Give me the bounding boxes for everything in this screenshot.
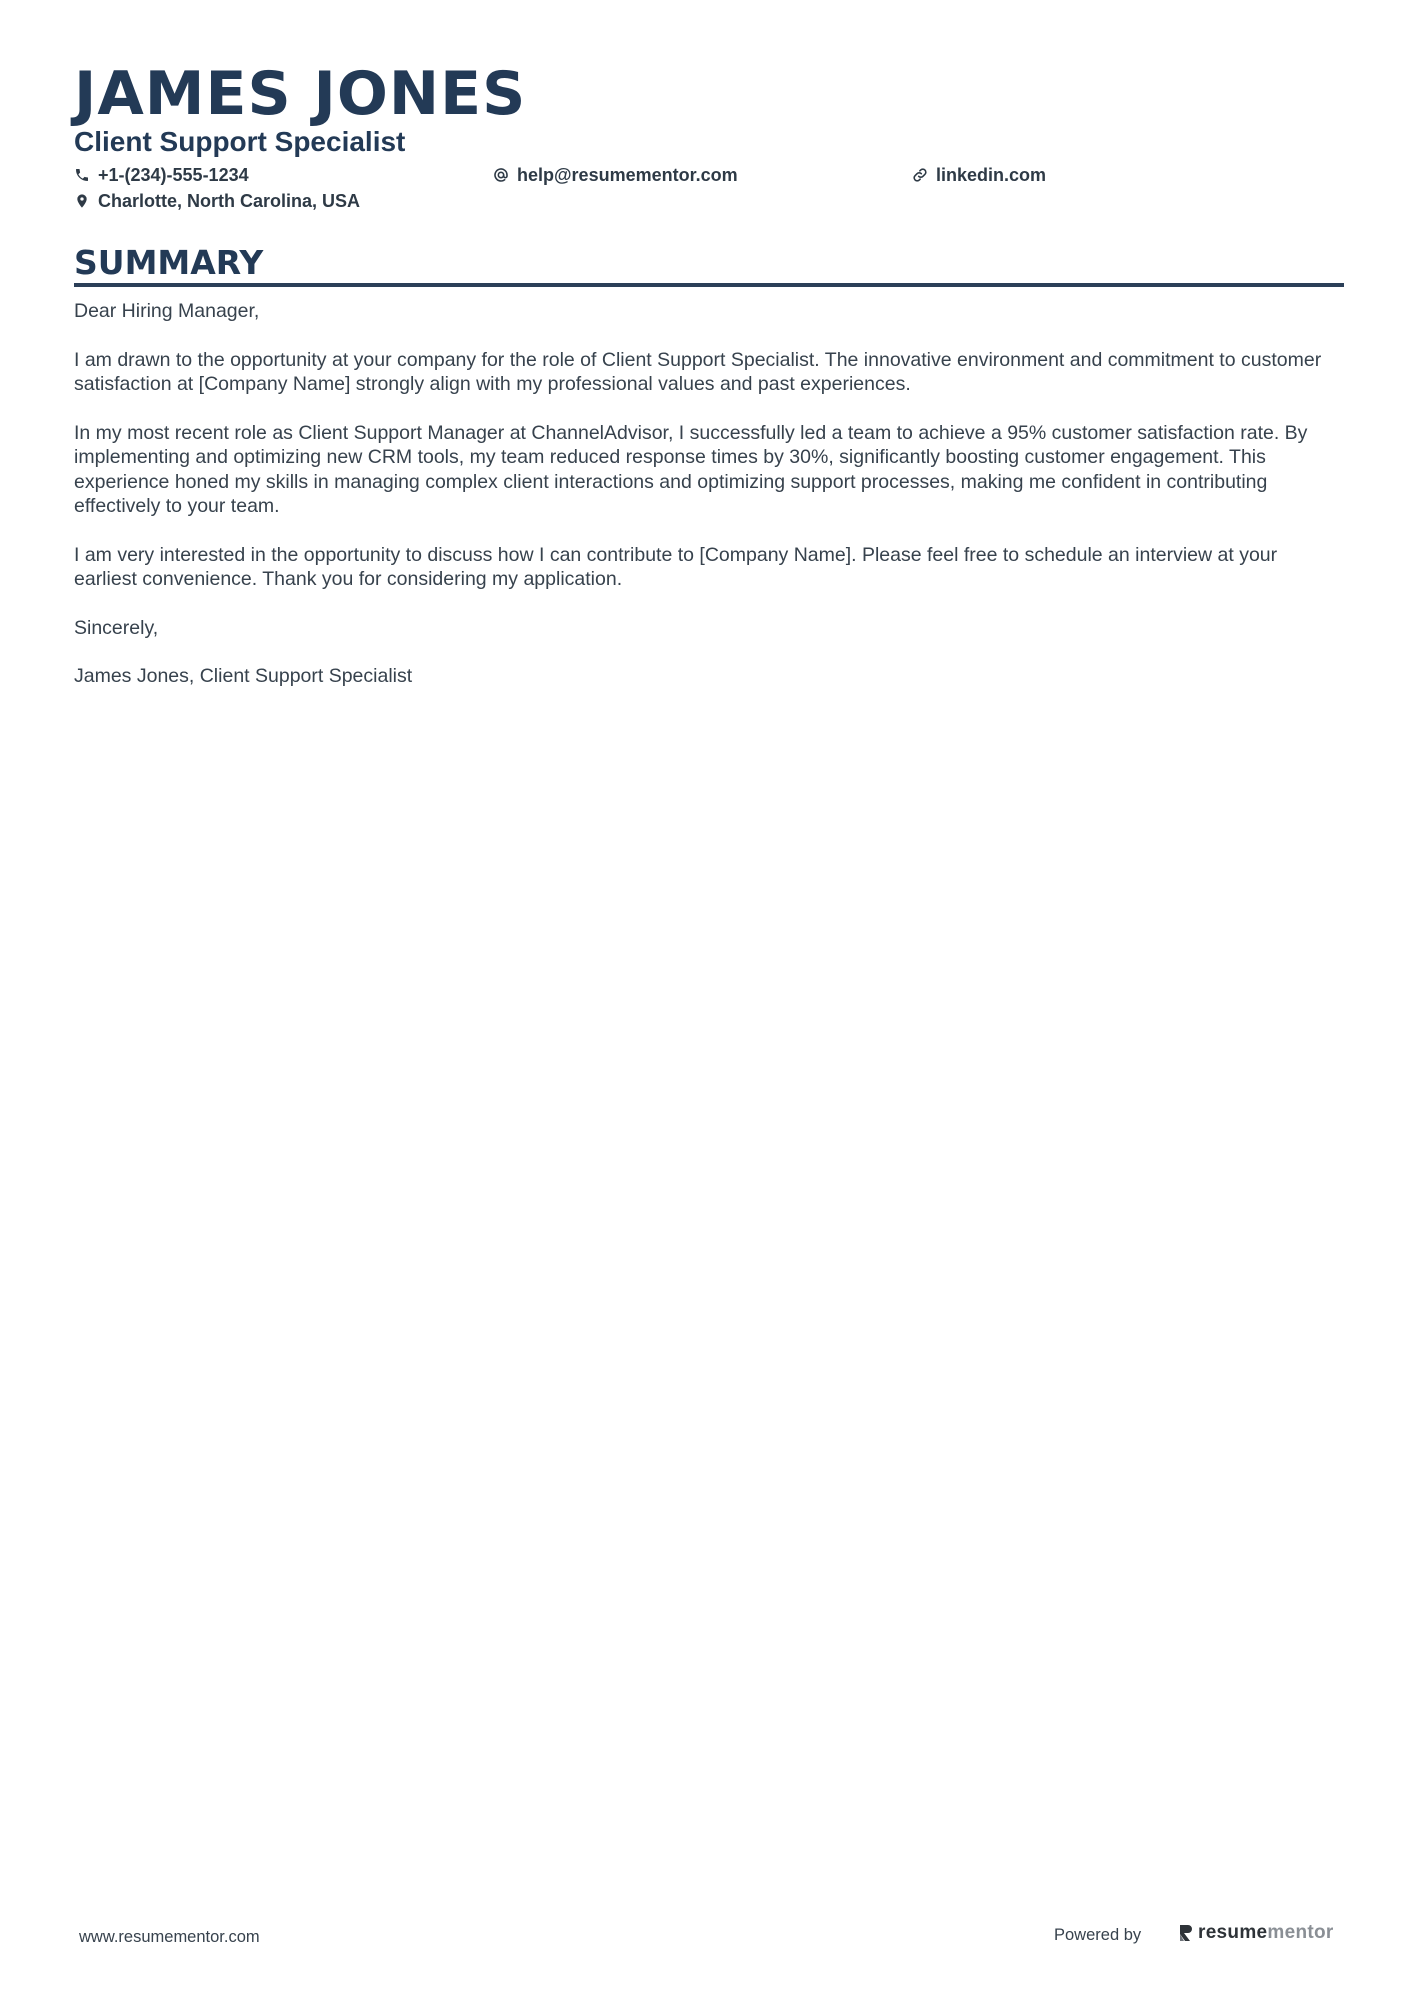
letter-closing: Sincerely,	[74, 616, 159, 639]
contact-phone	[74, 163, 249, 187]
location-text: Charlotte, North Carolina, USA	[98, 191, 361, 211]
section-title-summary: SUMMARY	[74, 243, 264, 282]
applicant-name: JAMES JONES	[74, 59, 527, 129]
location-pin-icon	[74, 193, 90, 209]
phone-text: +1-(234)-555-1234	[98, 165, 249, 185]
brand-light: mentor	[1267, 1922, 1334, 1943]
letter-paragraph-1: I am drawn to the opportunity at your company for the role of Client Support Specialist. The innovative environment and commitment to customer satisfaction at [Company Name] strongly align with my professional values and past experiences.	[74, 348, 1322, 395]
footer-website[interactable]: www.resumementor.com	[79, 1928, 260, 1946]
email-text[interactable]: help@resumementor.com	[517, 165, 738, 185]
phone-icon	[74, 167, 90, 183]
at-icon	[493, 167, 509, 183]
link-icon	[912, 167, 928, 183]
contact-email[interactable]	[493, 163, 738, 187]
brand-bold: resume	[1198, 1922, 1268, 1943]
letter-greeting: Dear Hiring Manager,	[74, 300, 260, 322]
letter-paragraph-3: I am very interested in the opportunity to discuss how I can contribute to [Company Name]. Please feel free to schedule an interview at your earliest convenience. Thank you for considering my application.	[74, 543, 1278, 590]
contact-link[interactable]	[912, 163, 1046, 187]
job-title: Client Support Specialist	[74, 126, 406, 157]
letter-paragraph-2: In my most recent role as Client Support Manager at ChannelAdvisor, I successfully led a team to achieve a 95% customer satisfaction rate. By implementing and optimizing new CRM tools, my team reduced response times by 30%, significantly boosting customer engagement. This experience honed my skills in managing complex client interactions and optimizing support processes, making me confident in contributing effectively to your team.	[74, 421, 1308, 517]
link-text[interactable]: linkedin.com	[936, 165, 1047, 185]
contact-location	[74, 189, 360, 213]
resumementor-logo-icon	[1178, 1923, 1194, 1943]
letter-signature: James Jones, Client Support Specialist	[74, 665, 413, 687]
footer-brand[interactable]	[1178, 1922, 1334, 1944]
brand-name	[1198, 1922, 1334, 1944]
letter-body	[74, 299, 1344, 713]
footer-powered-by: Powered by	[1054, 1926, 1142, 1944]
section-divider	[74, 283, 1344, 287]
